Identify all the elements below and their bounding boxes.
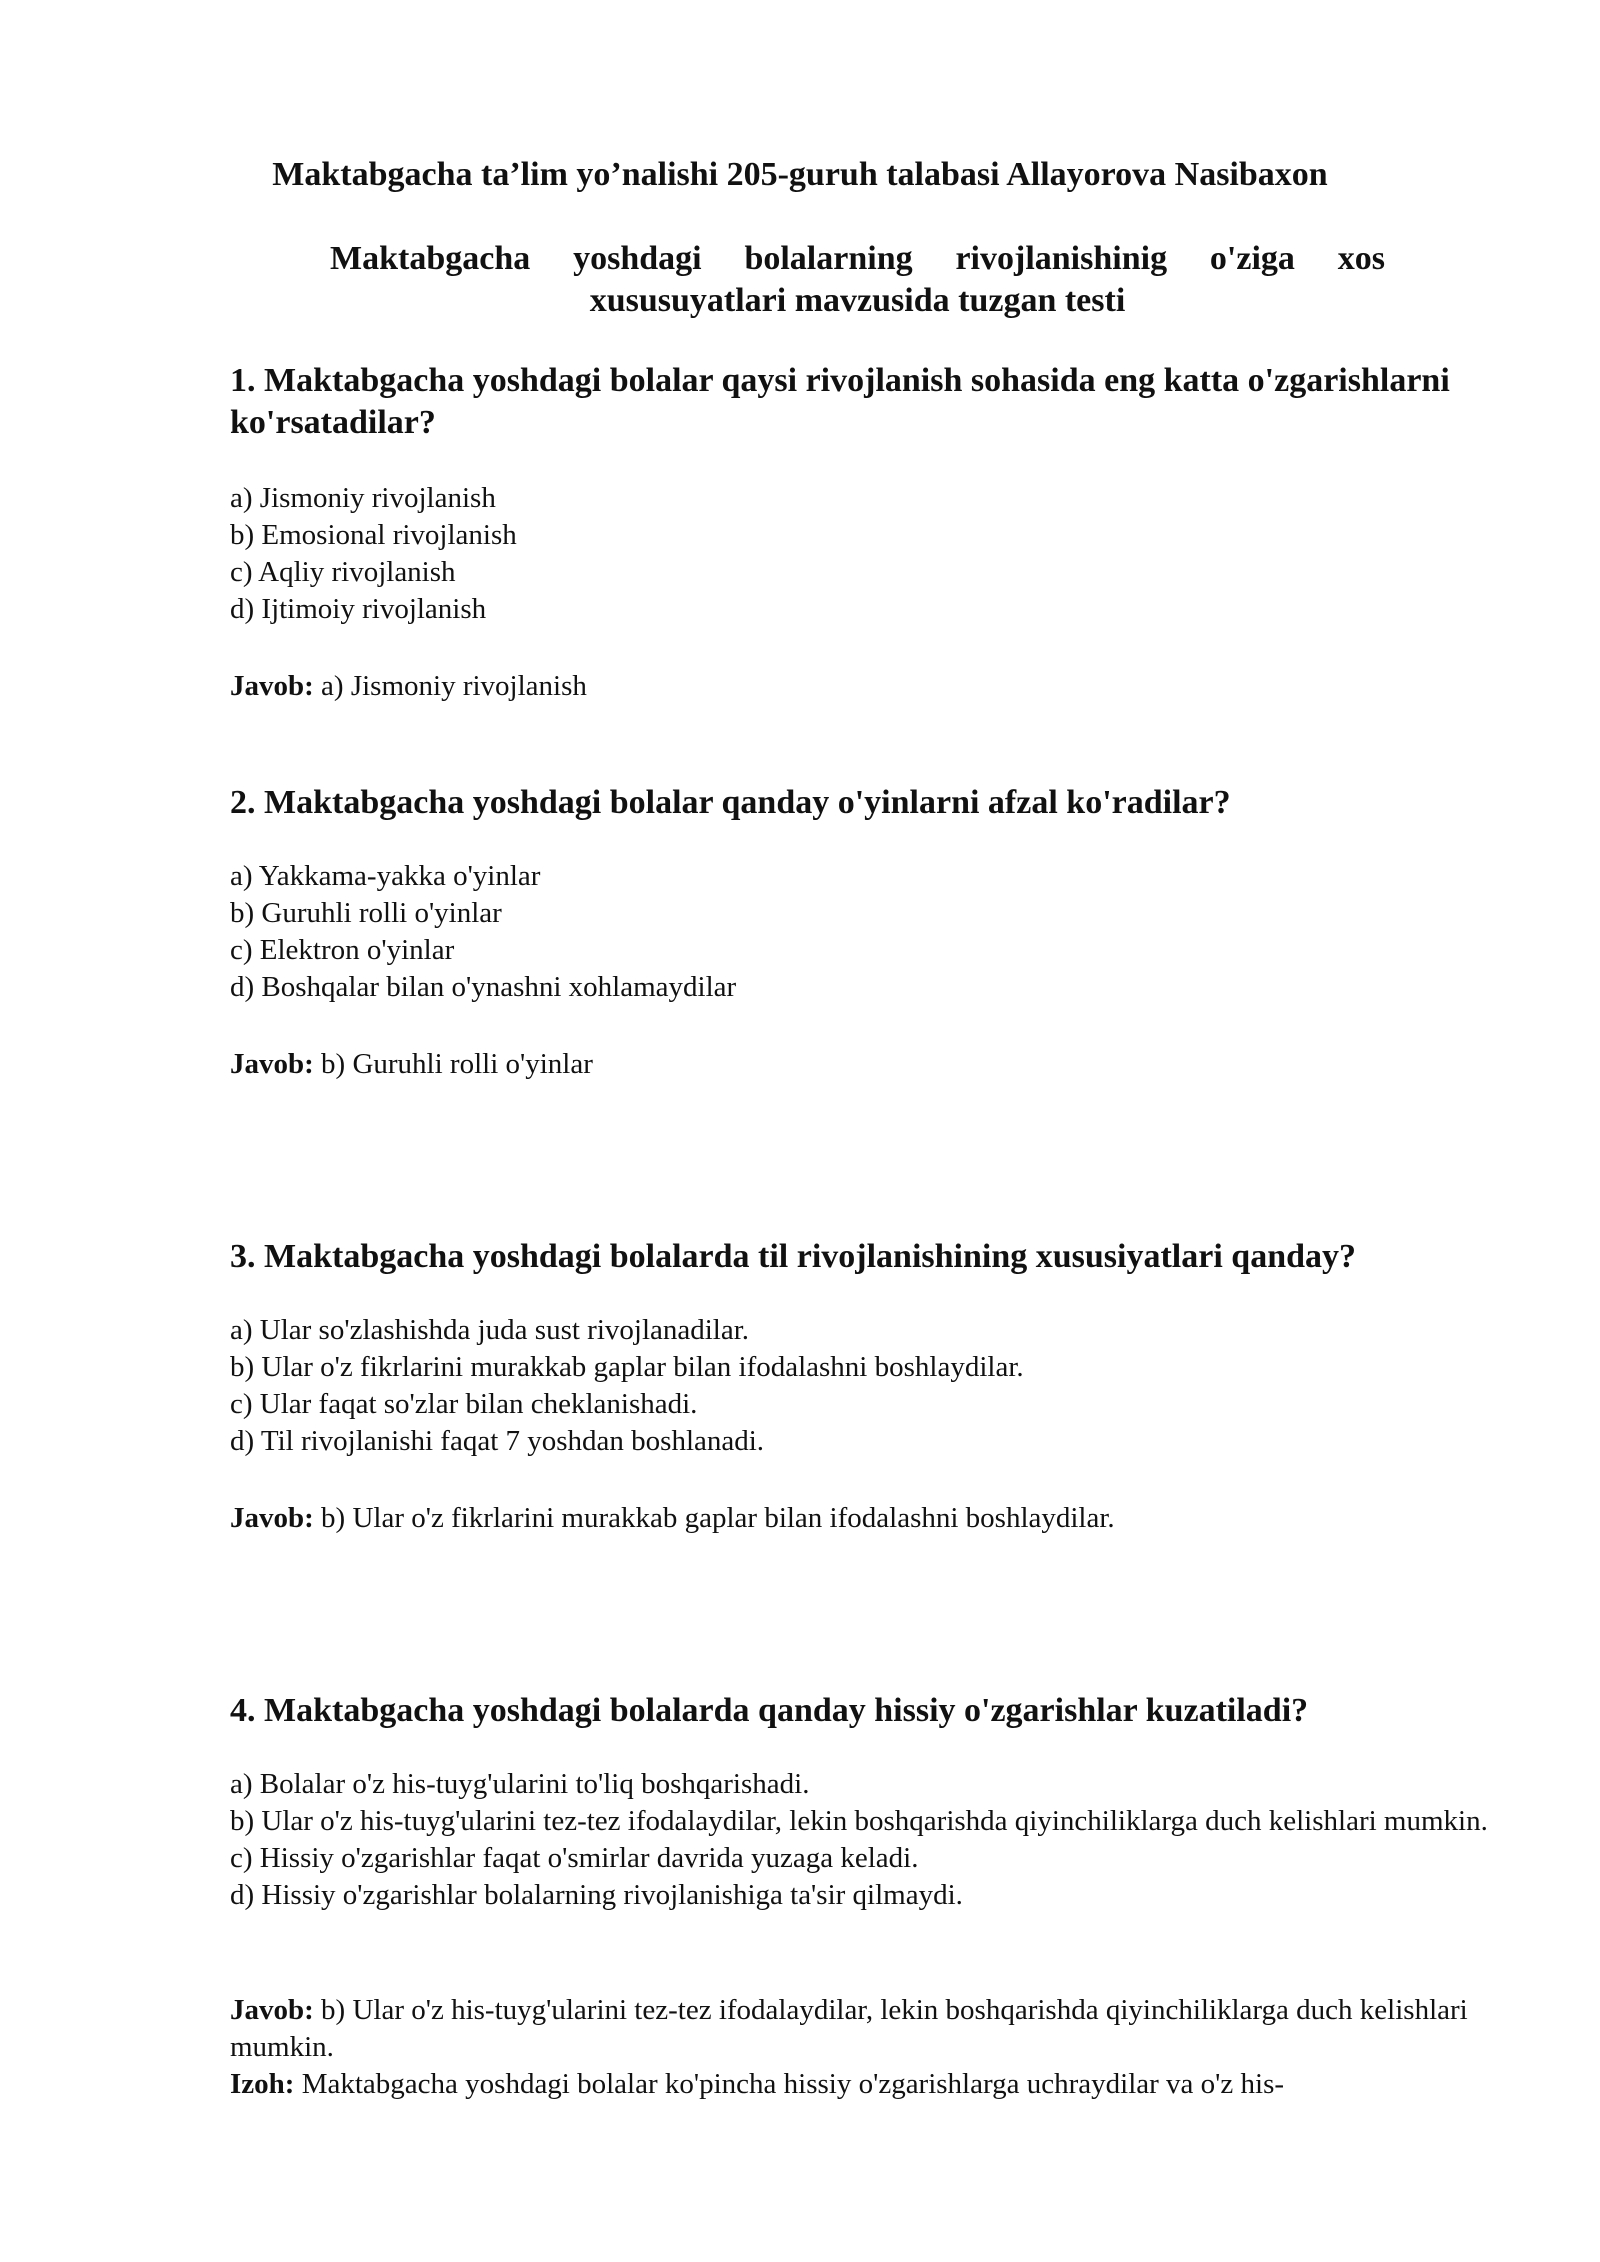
option-item: d) Ijtimoiy rivojlanish (230, 593, 487, 625)
option-item: b) Ular o'z his-tuyg'ularini tez-tez ifodalaydilar, lekin boshqarishda qiyinchiliklarga duch kelishlari mumkin. (230, 1805, 1488, 1837)
option-item: d) Boshqalar bilan o'ynashni xohlamaydilar (230, 971, 737, 1003)
option-item: a) Jismoniy rivojlanish (230, 482, 496, 514)
answer-value: b) Guruhli rolli o'yinlar (321, 1048, 593, 1080)
question-1-options (230, 480, 1500, 628)
option-item: b) Ular o'z fikrlarini murakkab gaplar bilan ifodalashni boshlaydilar. (230, 1351, 1024, 1383)
note-label: Izoh: (230, 2068, 295, 2100)
note-value: Maktabgacha yoshdagi bolalar ko'pincha hissiy o'zgarishlarga uchraydilar va o'z his- (301, 2068, 1285, 2100)
option-item: c) Ular faqat so'zlar bilan cheklanishadi. (230, 1388, 698, 1420)
test-title (330, 238, 1385, 322)
question-4-options (230, 1766, 1500, 1914)
question-2-options (230, 858, 1500, 1006)
option-item: c) Hissiy o'zgarishlar faqat o'smirlar davrida yuzaga keladi. (230, 1842, 919, 1874)
question-3-text: 3. Maktabgacha yoshdagi bolalarda til rivojlanishining xususiyatlari qanday? (230, 1238, 1357, 1275)
answer-label: Javob: (230, 1502, 314, 1534)
question-4-note (230, 2066, 1500, 2103)
test-title-line-2: xususuyatlari mavzusida tuzgan testi (589, 282, 1126, 319)
question-2-text: 2. Maktabgacha yoshdagi bolalar qanday o'yinlarni afzal ko'radilar? (230, 784, 1231, 821)
author-line: Maktabgacha ta’lim yo’nalishi 205-guruh talabasi Allayorova Nasibaxon (272, 156, 1328, 193)
question-4-answer (230, 1992, 1500, 2066)
answer-value: b) Ular o'z fikrlarini murakkab gaplar bilan ifodalashni boshlaydilar. (321, 1502, 1115, 1534)
option-item: d) Hissiy o'zgarishlar bolalarning rivojlanishiga ta'sir qilmaydi. (230, 1879, 963, 1911)
option-item: b) Emosional rivojlanish (230, 519, 517, 551)
question-2-answer (230, 1046, 1500, 1083)
answer-label: Javob: (230, 1994, 314, 2026)
question-3-options (230, 1312, 1500, 1460)
answer-value: a) Jismoniy rivojlanish (321, 670, 587, 702)
answer-label: Javob: (230, 670, 314, 702)
question-3-answer (230, 1500, 1500, 1537)
option-item: a) Ular so'zlashishda juda sust rivojlanadilar. (230, 1314, 750, 1346)
question-1-text: 1. Maktabgacha yoshdagi bolalar qaysi rivojlanish sohasida eng katta o'zgarishlarni ko'rsatadilar? (230, 362, 1450, 441)
option-item: a) Yakkama-yakka o'yinlar (230, 860, 541, 892)
option-item: b) Guruhli rolli o'yinlar (230, 897, 502, 929)
option-item: c) Aqliy rivojlanish (230, 556, 456, 588)
option-item: d) Til rivojlanishi faqat 7 yoshdan boshlanadi. (230, 1425, 765, 1457)
test-title-line-1: Maktabgacha yoshdagi bolalarning rivojlanishinig o'ziga xos (330, 240, 1385, 277)
question-1-answer (230, 668, 1500, 705)
question-4-text: 4. Maktabgacha yoshdagi bolalarda qanday hissiy o'zgarishlar kuzatiladi? (230, 1692, 1309, 1729)
option-item: a) Bolalar o'z his-tuyg'ularini to'liq boshqarishadi. (230, 1768, 810, 1800)
answer-value: b) Ular o'z his-tuyg'ularini tez-tez ifodalaydilar, lekin boshqarishda qiyinchiliklarga duch kelishlari mumkin. (230, 1994, 1468, 2063)
option-item: c) Elektron o'yinlar (230, 934, 455, 966)
answer-label: Javob: (230, 1048, 314, 1080)
